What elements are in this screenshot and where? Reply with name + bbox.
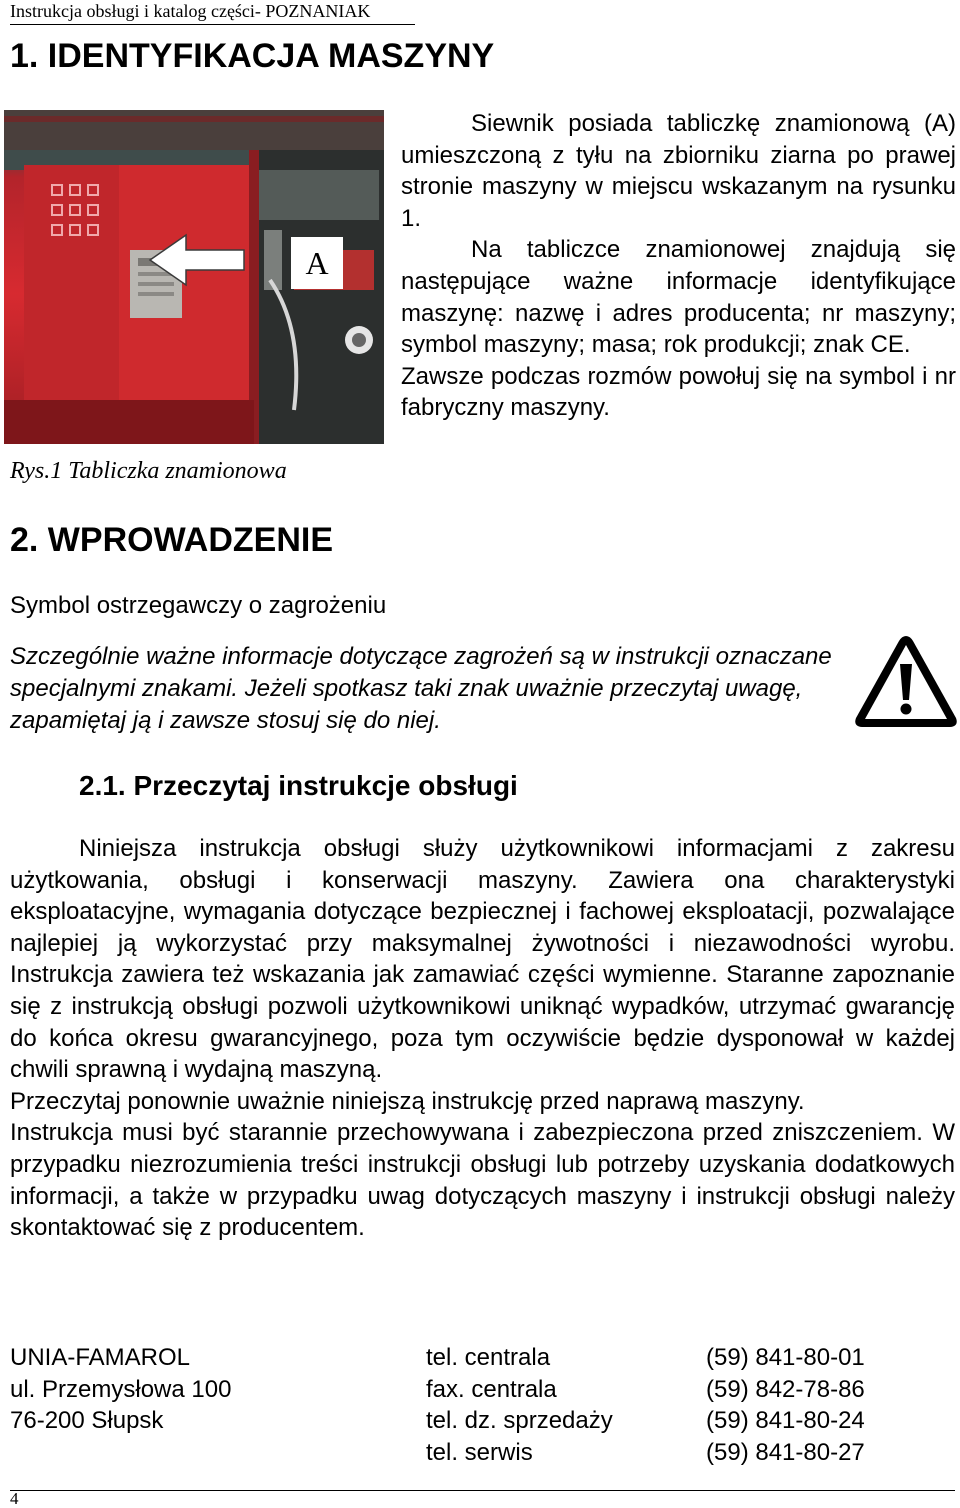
- section-heading-identyfikacja: 1. IDENTYFIKACJA MASZYNY: [10, 37, 495, 75]
- nameplate-label-a: A: [305, 245, 329, 281]
- contact-number: (59) 842-78-86: [706, 1375, 865, 1403]
- contact-labels: [426, 1342, 613, 1468]
- contact-label: tel. dz. sprzedaży: [426, 1407, 613, 1435]
- warning-symbol-subheading: Symbol ostrzegawczy o zagrożeniu: [10, 592, 387, 619]
- nameplate-photo: [4, 110, 384, 444]
- contact-numbers: [706, 1342, 865, 1468]
- section-heading-przeczytaj: 2.1. Przeczytaj instrukcje obsługi: [79, 770, 518, 801]
- warning-explanation: Szczególnie ważne informacje dotyczące zagrożeń są w instrukcji oznaczane specjalnymi znakami. Jeżeli spotkasz taki znak uważnie przeczytaj uwagę, zapamiętaj ją i zawsze stosuj się do niej.: [10, 643, 832, 734]
- section-heading-wprowadzenie: 2. WPROWADZENIE: [10, 521, 334, 559]
- contact-address: [10, 1342, 231, 1437]
- contact-number: (59) 841-80-01: [706, 1344, 865, 1371]
- intro-paragraph-1: Siewnik posiada tabliczkę znamionową (A) umieszczoną z tyłu na zbiorniku ziarna po prawej stronie maszyny w miejscu wskazanym na rysunku 1.: [401, 110, 956, 232]
- footer-rule: [10, 1490, 955, 1491]
- warning-triangle-icon: [852, 632, 960, 732]
- contact-number: (59) 841-80-27: [706, 1438, 865, 1466]
- identification-text: [401, 108, 956, 424]
- contact-label: fax. centrala: [426, 1375, 557, 1403]
- contact-label: tel. serwis: [426, 1438, 533, 1466]
- intro-paragraph-2: Na tabliczce znamionowej znajdują się następujące ważne informacje identyfikujące maszynę: nazwę i adres producenta; nr maszyny; symbol maszyny; masa; rok produkcji; znak CE.: [401, 236, 956, 359]
- manual-body-text: [10, 833, 955, 1244]
- contact-label: tel. centrala: [426, 1344, 551, 1371]
- contact-number: (59) 841-80-24: [706, 1407, 865, 1435]
- contact-street: ul. Przemysłowa 100: [10, 1375, 232, 1403]
- page-number: 4: [10, 1489, 19, 1508]
- body-paragraph-1: Niniejsza instrukcja obsługi służy użytkownikowi informacjami z zakresu użytkowania, obsługi i konserwacji maszyny. Zawiera ona charakterystyki eksploatacyjne, wymagania dotyczące bezpiecznej i fachowej eksploatacji, pozwalające najlepiej ją wykorzystać przy maksymalnej żywotności i niezawodności wyrobu. Instrukcja zawiera też wskazania jak zamawiać części wymienne. Staranne zapoznanie się z instrukcją obsługi pozwoli użytkownikowi uniknąć wypadków, utrzymać gwarancję do końca okresu gwarancyjnego, poza tym oczywiście będzie dysponował w każdej chwili sprawną i wydajną maszyną.: [10, 835, 955, 1084]
- contact-city: 76-200 Słupsk: [10, 1407, 164, 1435]
- contact-company: UNIA-FAMAROL: [10, 1344, 191, 1371]
- intro-paragraph-3: Zawsze podczas rozmów powołuj się na symbol i nr fabryczny maszyny.: [401, 362, 956, 422]
- figure-caption: Rys.1 Tabliczka znamionowa: [10, 458, 287, 484]
- body-paragraph-2: Przeczytaj ponownie uważnie niniejszą instrukcję przed naprawą maszyny.: [10, 1087, 805, 1115]
- body-paragraph-3: Instrukcja musi być starannie przechowywana i zabezpieczona przed zniszczeniem. W przypadku niezrozumienia treści instrukcji obsługi lub potrzeby uzyskania dodatkowych informacji, a także w przypadku uwag dotyczących maszyny i instrukcji obsługi należy skontaktować się z producentem.: [10, 1119, 955, 1242]
- running-header: Instrukcja obsługi i katalog części- POZNANIAK: [10, 0, 415, 25]
